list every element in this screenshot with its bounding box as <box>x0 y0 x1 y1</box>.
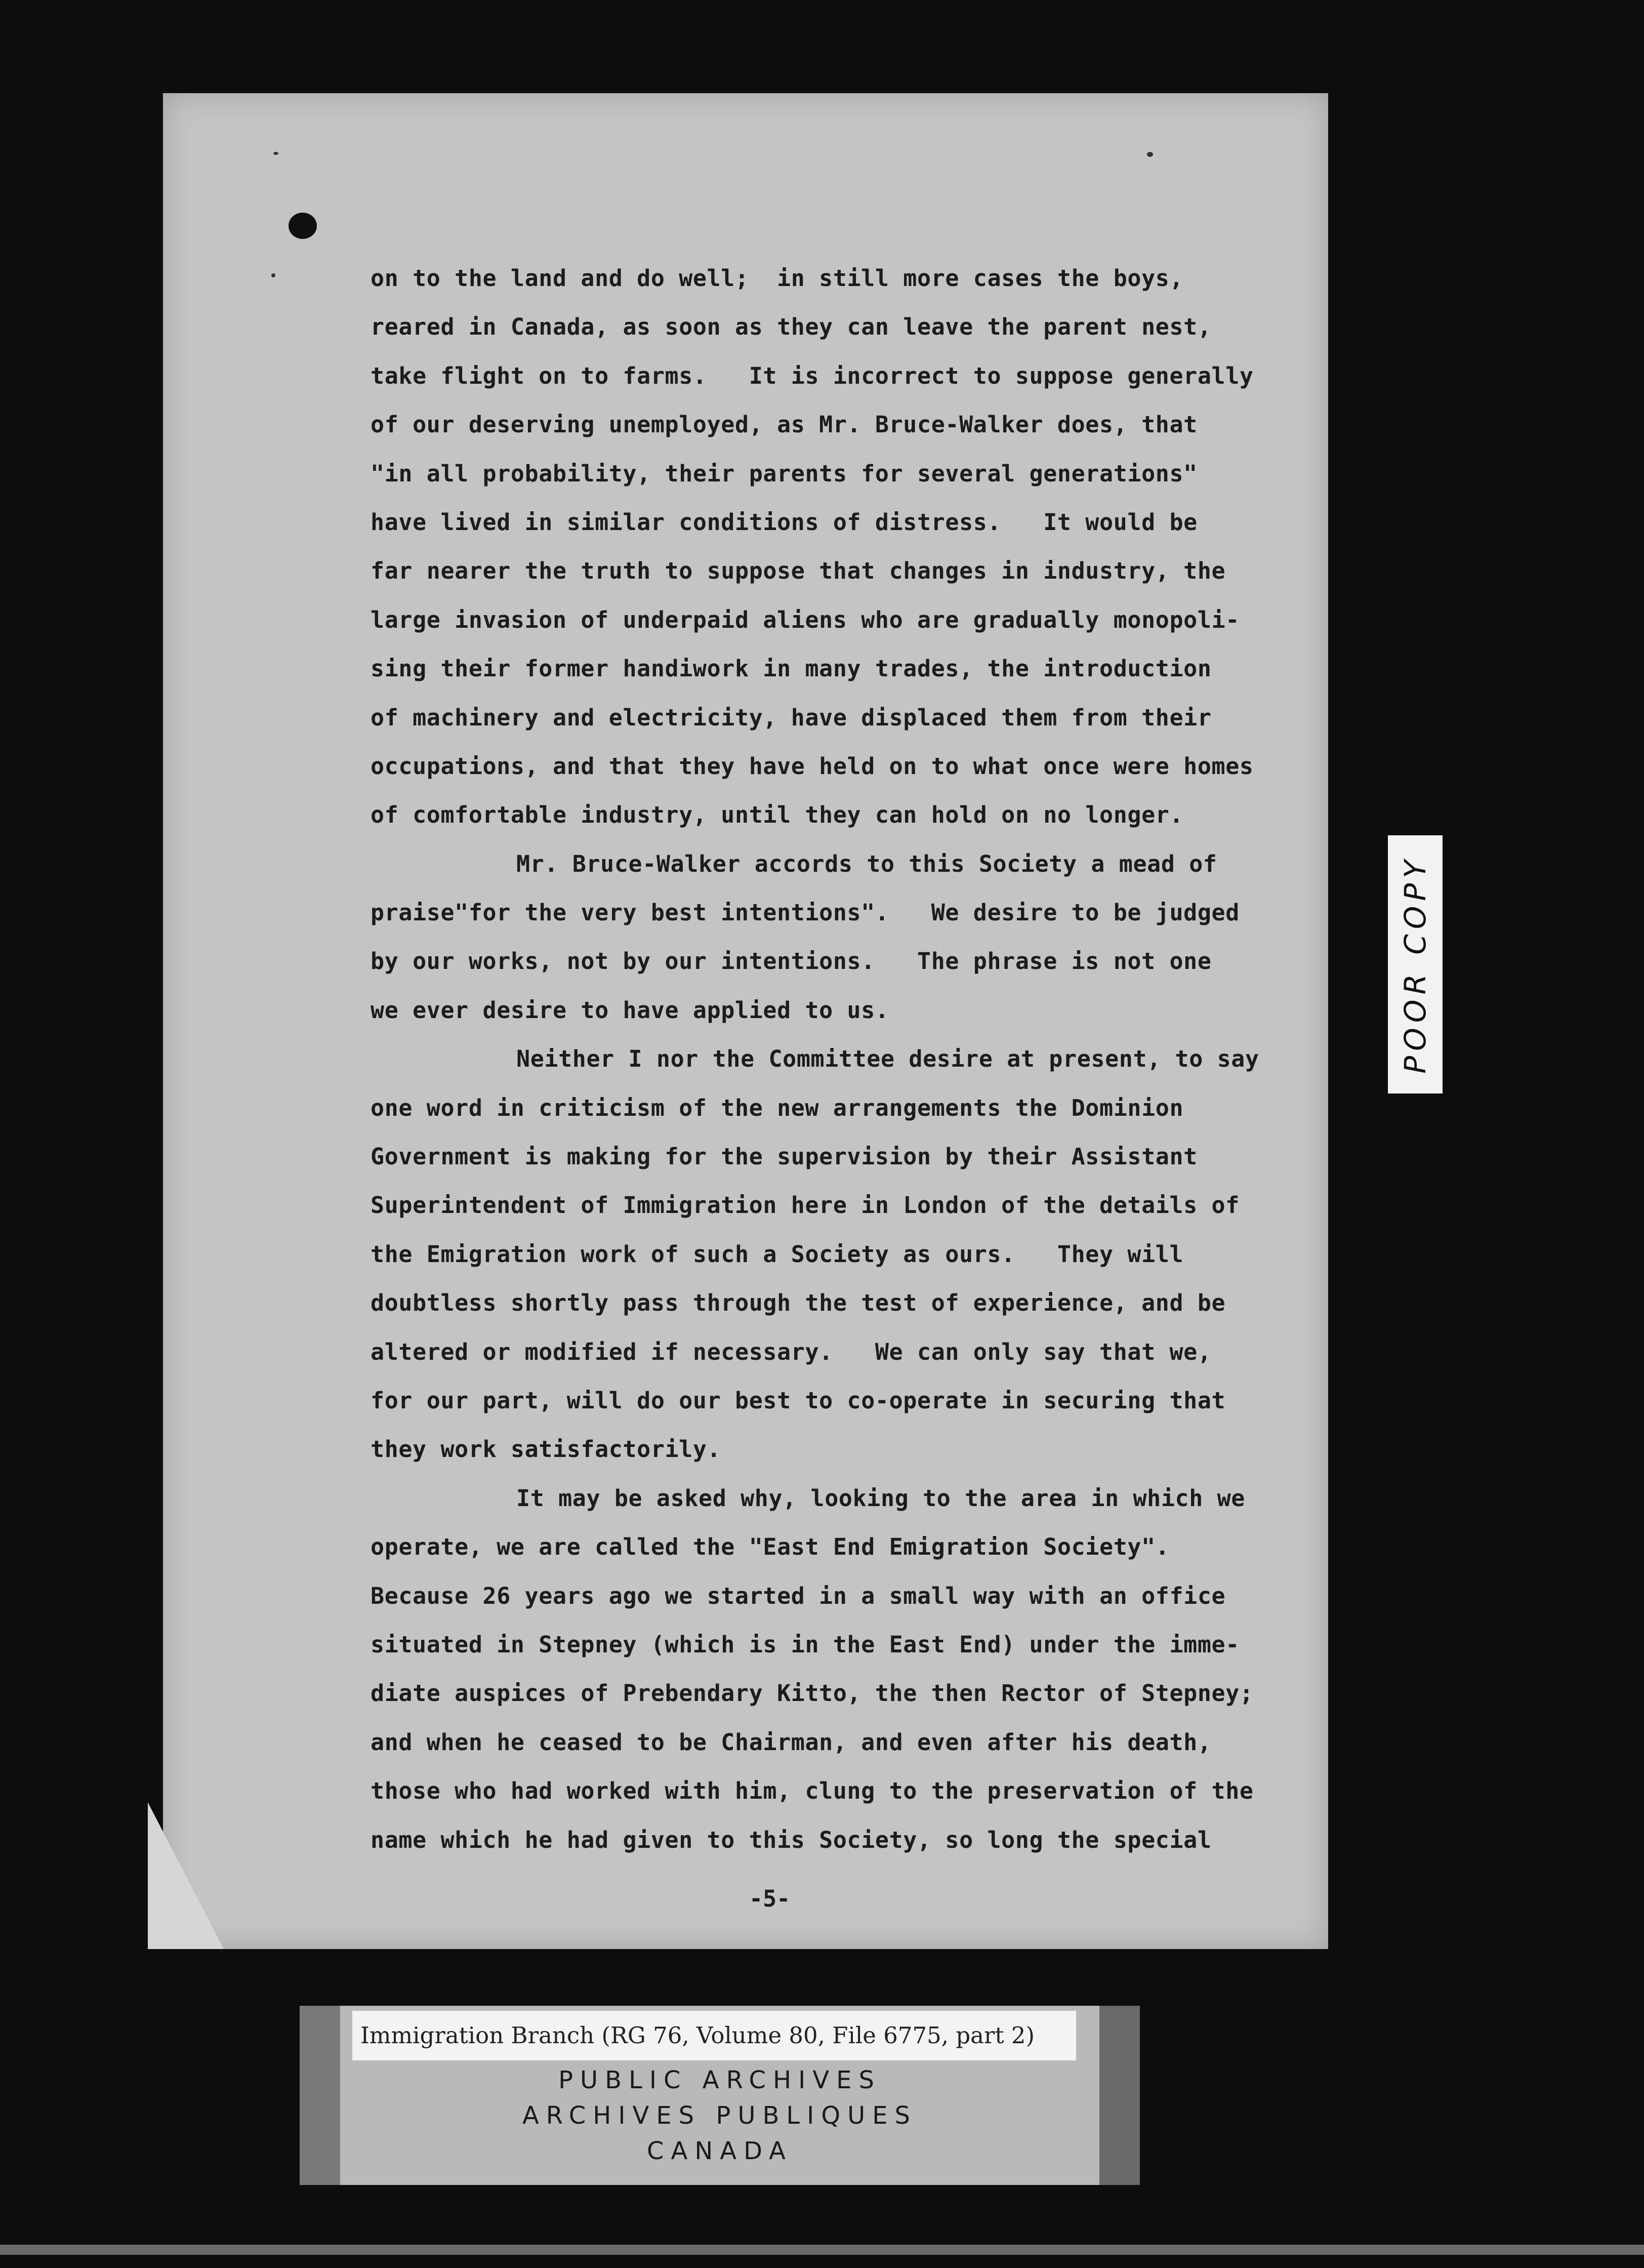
text-line-28: Because 26 years ago we started in a small way with an office <box>371 1582 1226 1609</box>
text-line-33: name which he had given to this Society, so long the special <box>371 1826 1212 1853</box>
text-line-21: the Emigration work of such a Society as ours. They will <box>371 1240 1184 1268</box>
text-line-19: Government is making for the supervision by their Assistant <box>371 1143 1198 1170</box>
text-line-23: altered or modified if necessary. We can only say that we, <box>371 1338 1212 1365</box>
text-line-14: praise"for the very best intentions". We desire to be judged <box>371 899 1240 926</box>
text-line-16: we ever desire to have applied to us. <box>371 996 889 1024</box>
speck <box>1147 152 1153 157</box>
text-line-27: operate, we are called the "East End Emigration Society". <box>371 1533 1170 1561</box>
text-line-32: those who had worked with him, clung to the preservation of the <box>371 1777 1254 1805</box>
text-line-20: Superintendent of Immigration here in London of the details of <box>371 1192 1240 1219</box>
text-line-18: one word in criticism of the new arrangements the Dominion <box>371 1094 1184 1121</box>
speck <box>273 152 278 155</box>
text-line-24: for our part, will do our best to co-operate in securing that <box>371 1387 1226 1414</box>
text-line-3: take flight on to farms. It is incorrect to suppose generally <box>371 362 1254 389</box>
text-line-13: Mr. Bruce-Walker accords to this Society a mead of <box>516 850 1217 877</box>
text-line-7: far nearer the truth to suppose that changes in industry, the <box>371 557 1226 585</box>
text-line-30: diate auspices of Prebendary Kitto, the then Rector of Stepney; <box>371 1680 1254 1707</box>
archive-name <box>300 2062 1140 2169</box>
archive-line-1: PUBLIC ARCHIVES <box>558 2066 881 2094</box>
text-line-2: reared in Canada, as soon as they can leave the parent nest, <box>371 313 1212 341</box>
speck <box>271 273 275 277</box>
archive-line-2: ARCHIVES PUBLIQUES <box>522 2101 918 2130</box>
text-line-5: "in all probability, their parents for several generations" <box>371 460 1198 487</box>
text-line-8: large invasion of underpaid aliens who are gradually monopoli- <box>371 606 1240 633</box>
film-edge-strip <box>0 2245 1644 2255</box>
text-line-4: of our deserving unemployed, as Mr. Bruce-Walker does, that <box>371 411 1198 438</box>
poor-copy-stamp <box>1388 835 1443 1094</box>
text-line-9: sing their former handiwork in many trades, the introduction <box>371 655 1212 682</box>
letter-body <box>371 254 1312 1865</box>
text-line-12: of comfortable industry, until they can hold on no longer. <box>371 801 1184 829</box>
punch-hole <box>289 213 317 239</box>
text-line-6: have lived in similar conditions of distress. It would be <box>371 508 1198 536</box>
text-line-29: situated in Stepney (which is in the East End) under the imme- <box>371 1631 1240 1658</box>
text-line-31: and when he ceased to be Chairman, and even after his death, <box>371 1728 1212 1756</box>
poor-copy-label: POOR COPY <box>1398 855 1432 1074</box>
page-number: -5- <box>749 1885 791 1912</box>
archive-line-3: CANADA <box>646 2137 793 2165</box>
text-line-11: occupations, and that they have held on to what once were homes <box>371 752 1254 780</box>
text-line-22: doubtless shortly pass through the test of experience, and be <box>371 1289 1226 1317</box>
text-line-17: Neither I nor the Committee desire at present, to say <box>516 1045 1259 1073</box>
text-line-15: by our works, not by our intentions. The phrase is not one <box>371 948 1212 975</box>
folded-corner <box>148 1802 224 1949</box>
text-line-25: they work satisfactorily. <box>371 1436 721 1463</box>
archive-reference: Immigration Branch (RG 76, Volume 80, File 6775, part 2) <box>352 2011 1076 2060</box>
text-line-26: It may be asked why, looking to the area in which we <box>516 1484 1245 1512</box>
text-line-1: on to the land and do well; in still more cases the boys, <box>371 265 1184 292</box>
archive-stamp <box>300 2006 1140 2185</box>
text-line-10: of machinery and electricity, have displaced them from their <box>371 704 1212 731</box>
